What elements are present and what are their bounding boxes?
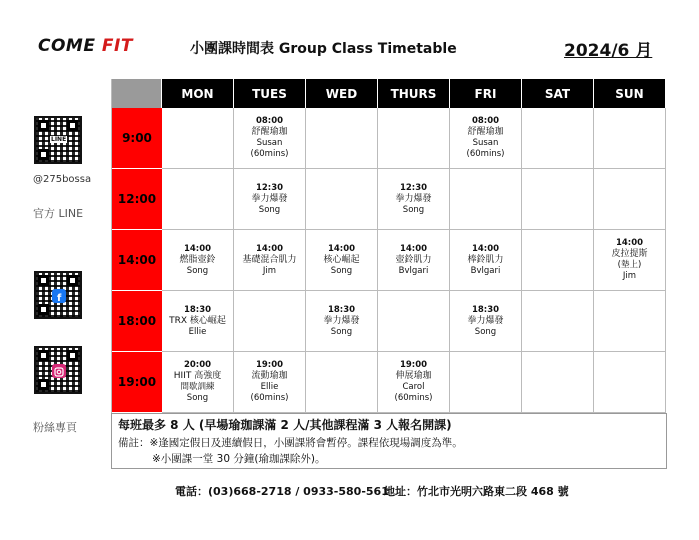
day-header-tues: TUES <box>234 79 306 108</box>
class-detail: Carol <box>402 382 425 392</box>
class-detail: Ellie <box>188 326 207 337</box>
class-cell <box>450 291 522 352</box>
empty-cell <box>594 108 666 169</box>
class-detail: 間歇訓練 <box>180 382 215 392</box>
class-name: TRX 核心崛起 <box>169 315 226 326</box>
class-cell <box>234 108 306 169</box>
time-slot: 18:00 <box>112 291 162 352</box>
empty-cell <box>594 169 666 230</box>
class-cell <box>162 352 234 413</box>
class-cell <box>162 230 234 291</box>
class-name: 伸展瑜珈 <box>395 371 432 381</box>
class-time: 20:00 <box>183 360 212 370</box>
empty-cell <box>306 169 378 230</box>
class-cell <box>306 291 378 352</box>
header-corner <box>112 79 162 108</box>
class-cell <box>378 169 450 230</box>
class-detail: Song <box>402 204 425 215</box>
instagram-qr-code[interactable] <box>34 346 82 394</box>
logo-text-fit: FIT <box>95 36 133 56</box>
empty-cell <box>522 230 594 291</box>
empty-cell <box>306 352 378 413</box>
empty-cell <box>450 169 522 230</box>
day-header-sun: SUN <box>594 79 666 108</box>
class-cell <box>378 352 450 413</box>
day-header-mon: MON <box>162 79 234 108</box>
svg-text:f: f <box>57 293 62 304</box>
class-time: 12:30 <box>255 182 284 193</box>
fb-label: 粉絲專頁 <box>33 421 77 434</box>
time-slot: 12:00 <box>112 169 162 230</box>
time-slot: 9:00 <box>112 108 162 169</box>
time-slot: 19:00 <box>112 352 162 413</box>
empty-cell <box>594 352 666 413</box>
class-detail: (60mins) <box>394 393 433 403</box>
class-name: 拳力爆發 <box>395 193 432 204</box>
class-name: 拳力爆發 <box>467 315 504 326</box>
class-name: 流動瑜珈 <box>251 371 288 381</box>
facebook-icon <box>52 289 66 303</box>
class-time: 19:00 <box>255 360 284 370</box>
class-name: 皮拉提斯 <box>611 249 648 259</box>
class-detail: Susan <box>472 138 499 148</box>
class-detail: Jim <box>262 265 277 276</box>
class-detail: Song <box>186 393 209 403</box>
class-cell <box>306 230 378 291</box>
class-cell <box>378 230 450 291</box>
line-label: 官方 LINE <box>33 207 84 220</box>
class-detail: Bvlgari <box>470 265 501 276</box>
class-detail: Song <box>258 204 281 215</box>
logo-text-come: COME <box>38 36 96 56</box>
class-time: 08:00 <box>255 116 284 126</box>
address-info: 地址：竹北市光明六路東二段 468 號 <box>384 485 569 498</box>
class-name: 拳力爆發 <box>323 315 360 326</box>
month-label: 2024/6 月 <box>564 41 653 61</box>
class-cell <box>234 169 306 230</box>
duration-note: ※小團課一堂 30 分鐘(瑜珈課除外)。 <box>152 453 326 465</box>
day-header-wed: WED <box>306 79 378 108</box>
class-detail: Ellie <box>260 382 279 392</box>
class-cell <box>450 230 522 291</box>
phone-info: 電話：(03)668-2718 / 0933-580-561 <box>175 485 389 498</box>
capacity-note: 每班最多 8 人 (早場瑜珈課滿 2 人/其他課程滿 3 人報名開課) <box>118 418 452 432</box>
class-cell <box>234 352 306 413</box>
line-qr-code[interactable] <box>34 116 82 164</box>
class-time: 18:30 <box>183 304 212 315</box>
class-detail: Song <box>330 265 353 276</box>
holiday-note: 備註：※逢國定假日及連續假日，小團課將會暫停。課程依現場調度為準。 <box>118 437 463 449</box>
empty-cell <box>378 108 450 169</box>
line-badge: LINE <box>51 136 67 143</box>
class-detail: (60mins) <box>250 149 289 159</box>
class-name: 棒鈴肌力 <box>467 254 504 265</box>
class-time: 18:30 <box>471 304 500 315</box>
timetable-grid <box>111 79 665 413</box>
empty-cell <box>522 352 594 413</box>
line-id: @275bossa <box>33 174 92 185</box>
empty-cell <box>522 291 594 352</box>
class-name: HIIT 高強度 <box>173 371 222 381</box>
class-name: 拳力爆發 <box>251 193 288 204</box>
class-time: 19:00 <box>399 360 428 370</box>
empty-cell <box>306 108 378 169</box>
class-time: 14:00 <box>255 243 284 254</box>
class-detail: Susan <box>256 138 283 148</box>
class-cell <box>234 230 306 291</box>
class-detail: Jim <box>622 271 637 281</box>
class-detail: (60mins) <box>250 393 289 403</box>
come-fit-logo <box>38 36 133 56</box>
class-time: 08:00 <box>471 116 500 126</box>
class-time: 14:00 <box>615 238 644 248</box>
empty-cell <box>234 291 306 352</box>
class-name: 核心崛起 <box>323 254 360 265</box>
empty-cell <box>522 169 594 230</box>
class-name: 舒醒瑜珈 <box>251 127 288 137</box>
class-time: 14:00 <box>327 243 356 254</box>
day-header-sat: SAT <box>522 79 594 108</box>
class-detail: (60mins) <box>466 149 505 159</box>
class-name: 舒醒瑜珈 <box>467 127 504 137</box>
class-detail: Song <box>330 326 353 337</box>
class-time: 12:30 <box>399 182 428 193</box>
class-detail: Song <box>474 326 497 337</box>
instagram-icon <box>52 364 66 378</box>
notes-box <box>111 413 667 469</box>
page-title: 小團課時間表 Group Class Timetable <box>190 41 457 57</box>
facebook-qr-code[interactable] <box>34 271 82 319</box>
class-name: 燃脂壺鈴 <box>179 254 216 265</box>
empty-cell <box>522 108 594 169</box>
class-cell <box>594 230 666 291</box>
class-detail: (墊上) <box>617 260 642 270</box>
class-time: 14:00 <box>183 243 212 254</box>
empty-cell <box>594 291 666 352</box>
class-cell <box>162 291 234 352</box>
class-detail: Song <box>186 265 209 276</box>
class-cell <box>450 108 522 169</box>
empty-cell <box>450 352 522 413</box>
class-name: 壺鈴肌力 <box>395 254 432 265</box>
class-time: 14:00 <box>399 243 428 254</box>
class-name: 基礎混合肌力 <box>242 254 297 265</box>
time-slot: 14:00 <box>112 230 162 291</box>
day-header-thurs: THURS <box>378 79 450 108</box>
empty-cell <box>162 108 234 169</box>
class-time: 18:30 <box>327 304 356 315</box>
day-header-fri: FRI <box>450 79 522 108</box>
empty-cell <box>378 291 450 352</box>
class-detail: Bvlgari <box>398 265 429 276</box>
class-time: 14:00 <box>471 243 500 254</box>
empty-cell <box>162 169 234 230</box>
